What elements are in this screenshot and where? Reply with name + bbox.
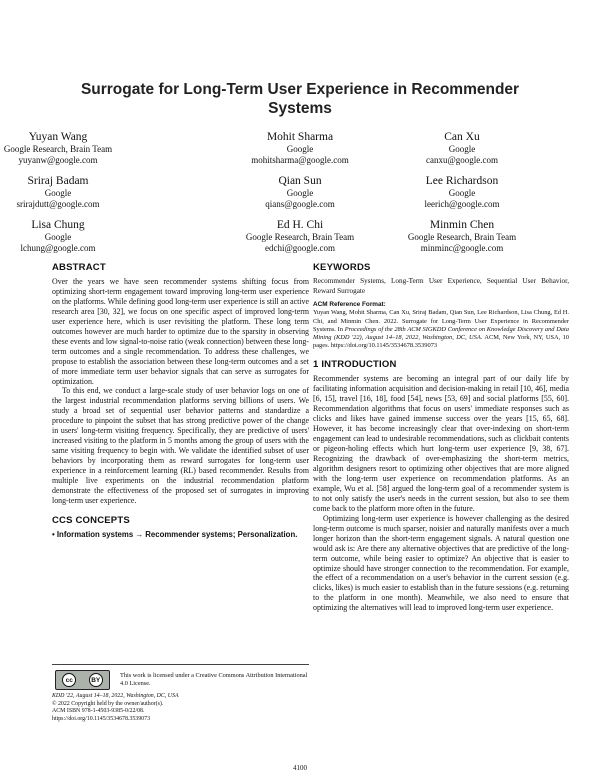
author-name: Qian Sun bbox=[278, 175, 322, 187]
author-affiliation: Google Research, Brain Team bbox=[407, 232, 517, 242]
reference-venue: Proceedings of the 28th ACM SIGKDD Conference on Knowledge Discovery and Data Mining (KDD '22), August 14–18, 2022, Washington, DC, USA. bbox=[313, 325, 569, 341]
author-email: minminc@google.com bbox=[420, 243, 504, 254]
paper-title: Surrogate for Long-Term User Experience in Recommender Systems bbox=[80, 81, 520, 117]
reference-authors: Yuyan Wang, Mohit Sharma, Can Xu, Sriraj Badam, Qian Sun, Lee Richardson, Lisa Chung, Ed H. Chi, and Minmin Chen. 2022. Surrogate for Long-Term User Experience in Recommender Systems. In bbox=[313, 309, 569, 333]
author-email: lchung@google.com bbox=[20, 243, 96, 254]
license-block bbox=[52, 664, 309, 687]
author-affiliation: Google Research, Brain Team bbox=[3, 144, 113, 154]
author-6 bbox=[362, 174, 562, 210]
conference-line: KDD '22, August 14–18, 2022, Washington, DC, USA bbox=[52, 693, 179, 699]
left-column bbox=[52, 262, 309, 540]
abstract-heading: ABSTRACT bbox=[52, 262, 106, 273]
keywords-text: Recommender Systems, Long-Term User Experience, Sequential User Behavior, Reward Surrogate bbox=[313, 277, 569, 295]
author-email: mohitsharma@google.com bbox=[251, 155, 349, 166]
author-email: leerich@google.com bbox=[424, 199, 500, 210]
author-affiliation: Google bbox=[44, 188, 72, 198]
copyright-block bbox=[52, 693, 309, 723]
author-name: Can Xu bbox=[444, 131, 480, 143]
introduction-heading: 1 INTRODUCTION bbox=[313, 359, 397, 371]
right-column bbox=[313, 262, 569, 613]
reference-format bbox=[313, 301, 569, 350]
author-affiliation: Google bbox=[448, 144, 476, 154]
author-email: edchi@google.com bbox=[264, 243, 336, 254]
author-name: Ed H. Chi bbox=[276, 219, 324, 231]
author-1 bbox=[0, 130, 158, 166]
author-email: yuyanw@google.com bbox=[18, 155, 98, 166]
abstract-paragraph-2: To this end, we conduct a large-scale study of user behavior logs on one of the largest industrial recommendation platforms serving billions of users. We study a broad set of sequential user behavior patterns and standardize a procedure to pinpoint the subset that has strong predictive power of the change in users' long-term visiting frequency. Specifically, they are predictive of users' increased visiting to the platform in 5 months among the group of users with the same visiting frequency to begin with. We validate the identified subset of user behaviors by incorporating them as reward surrogates for long-term user experience in a reinforcement learning (RL) based recommender. Results from multiple live experiments on the industrial recommendation platform demonstrate the effectiveness of the proposed set of surrogates in improving long-term user experience. bbox=[52, 386, 309, 505]
page-number: 4100 bbox=[293, 764, 307, 772]
author-3 bbox=[362, 130, 562, 166]
author-email: qians@google.com bbox=[265, 199, 335, 210]
license-text: This work is licensed under a Creative Commons Attribution International 4.0 License. bbox=[120, 672, 308, 687]
author-4 bbox=[0, 174, 158, 210]
author-name: Minmin Chen bbox=[429, 219, 495, 231]
keywords-heading: KEYWORDS bbox=[313, 262, 371, 273]
isbn-line: ACM ISBN 978-1-4503-9385-0/22/08. bbox=[52, 708, 145, 715]
author-name: Lee Richardson bbox=[425, 175, 499, 187]
author-name: Lisa Chung bbox=[31, 219, 85, 231]
author-name: Sriraj Badam bbox=[27, 175, 89, 187]
author-affiliation: Google bbox=[448, 188, 476, 198]
author-affiliation: Google bbox=[44, 232, 72, 242]
by-icon: BY bbox=[89, 673, 103, 687]
author-affiliation: Google bbox=[286, 144, 314, 154]
cc-icon: cc bbox=[62, 673, 76, 687]
abstract-paragraph-1: Over the years we have seen recommender systems shifting focus from optimizing short-term engagement toward improving long-term user experience on the platforms. While defining good long-term user experience is still an active research area [30, 32], we focus on one specific aspect of improved long-term user experience here, which is user revisiting the platform. These long term outcomes however are much harder to optimize due to the sparsity in observing these events and low signal-to-noise ratio (weak connection) between these long-term outcomes and a single recommendation. To address these challenges, we propose to establish the association between these long-term outcomes and a set of more immediate term user behavior signals that can serve as surrogates for optimization. bbox=[52, 277, 309, 386]
introduction-paragraph-1: Recommender systems are becoming an integral part of our daily life by facilitating information acquisition and decision-making in retail [10, 46], media [6, 15], travel [16, 18], food [54], news [53, 69] and social platforms [55, 60]. Recommendation algorithms that focus on users' immediate responses such as clicks and likes have gained immense success over the years [15, 65, 68]. However, it has become increasingly clear that over-indexing on short-term engagement can lead to undesirable recommendations, such as clickbait contents or pigeon-holing effects which hurt long-term user experience [9, 38, 67]. Recognizing the drawback of over-emphasizing the short-term metrics, algorithm designers resort to optimizing other objectives that are more aligned with the long-term user experience on recommendation platforms. As an example, Wu et al. [58] argued the long-term goal of a recommender system is to not only satisfy the user's needs in the current session, but also to see them come back to the platform more often in the future. bbox=[313, 374, 569, 513]
author-affiliation: Google Research, Brain Team bbox=[245, 232, 355, 242]
doi-link[interactable]: https://doi.org/10.1145/3534678.3539073 bbox=[52, 715, 151, 722]
ccs-concepts: • Information systems → Recommender systems; Personalization. bbox=[52, 529, 298, 539]
introduction-paragraph-2: Optimizing long-term user experience is however challenging as the desired long-term outcome is much sparser, noisier and naturally manifests over a much longer horizon than the short-term engagement signals. A natural question one would ask is: Are there any alternative objectives that are predictive of the long-term outcome, while being easier to optimize? An objective that is easier to optimize should have stronger connection to the recommendation. For example, the effect of a recommendation on a user's behavior in the current session (e.g. clicks, likes) is much easier to establish than in the future sessions (e.g. returning to the platform in one month). Meanwhile, we also need to ensure that optimizing the alternatives will lead to improved long-term user experience. bbox=[313, 513, 569, 613]
author-name: Mohit Sharma bbox=[266, 131, 334, 143]
author-affiliation: Google bbox=[286, 188, 314, 198]
author-9 bbox=[362, 218, 562, 254]
author-email: srirajdutt@google.com bbox=[16, 199, 100, 210]
reference-format-label: ACM Reference Format: bbox=[313, 301, 386, 309]
reference-publisher: ACM, New York, NY, USA, 10 pages. https://doi.org/10.1145/3534678.3539073 bbox=[313, 334, 569, 350]
copyright-line: © 2022 Copyright held by the owner/author(s). bbox=[52, 700, 164, 707]
ccs-heading: CCS CONCEPTS bbox=[52, 514, 130, 526]
author-7 bbox=[0, 218, 158, 254]
cc-by-logo bbox=[55, 670, 110, 690]
author-name: Yuyan Wang bbox=[28, 131, 88, 143]
author-email: canxu@google.com bbox=[425, 155, 499, 166]
